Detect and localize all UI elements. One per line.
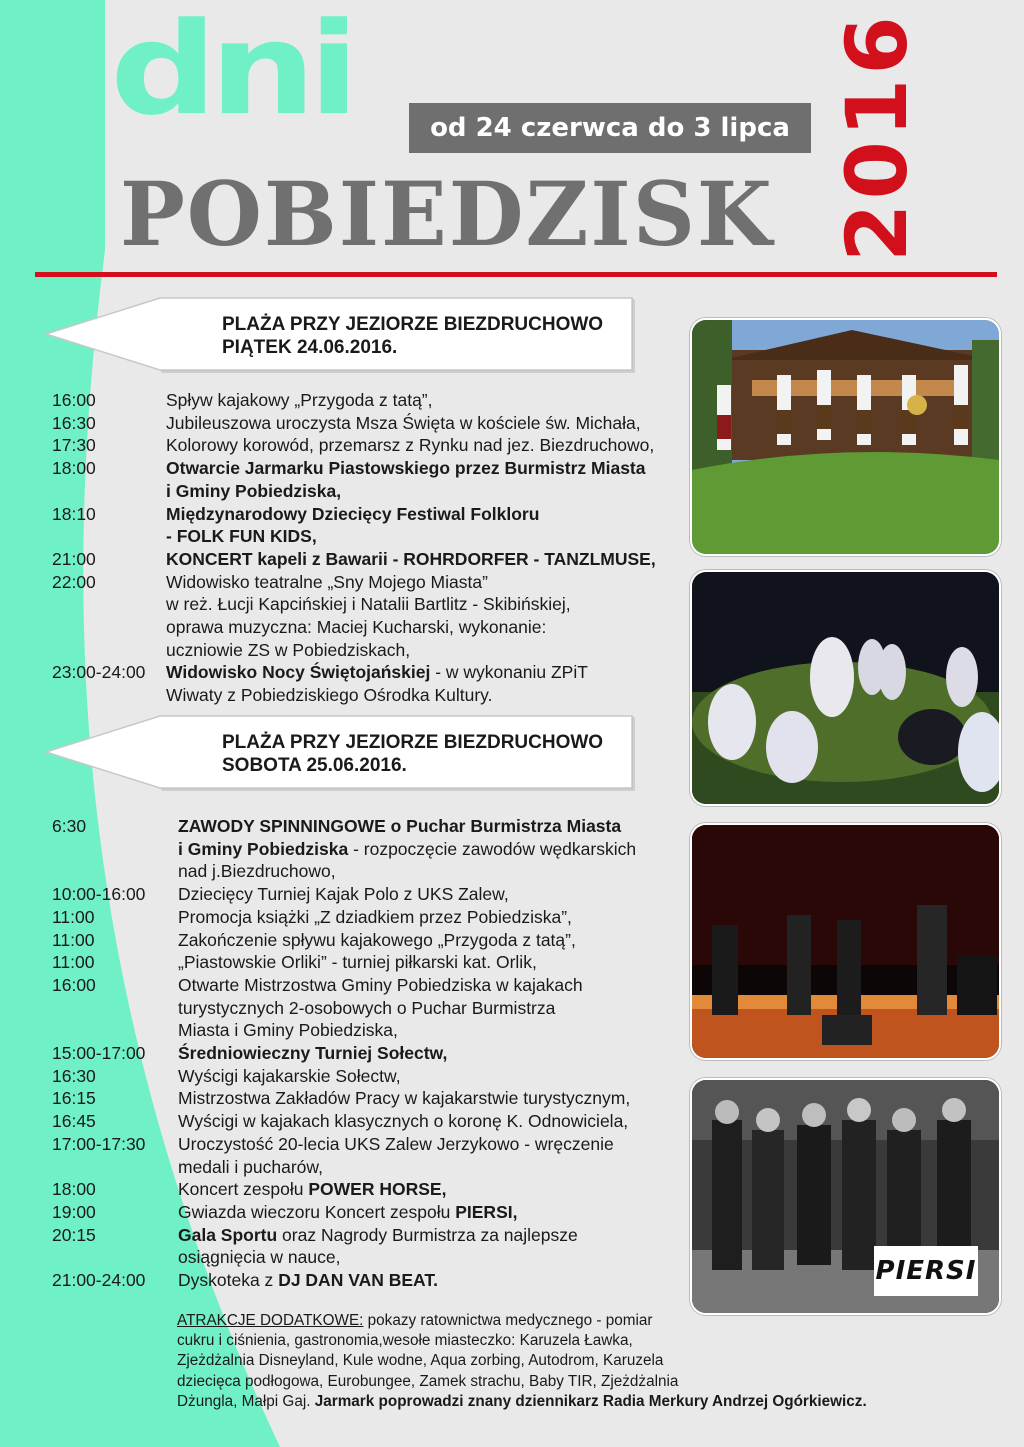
text-segment: Miasta i Gminy Pobiedziska, — [178, 1020, 398, 1041]
event-time: 16:00 — [52, 390, 96, 410]
event-description — [166, 548, 692, 571]
text-segment: oraz Nagrody Burmistrza za najlepsze — [277, 1224, 578, 1245]
event-line — [178, 951, 692, 974]
event-line — [166, 503, 692, 526]
text-segment: PIERSI, — [455, 1201, 518, 1222]
event-time: 11:00 — [52, 952, 95, 973]
event-line — [178, 860, 692, 883]
day-date: SOBOTA 25.06.2016. — [222, 755, 407, 776]
event-line — [177, 1311, 917, 1331]
text-segment: Wyścigi w kajakach klasycznych o koronę K. Odnowiciela, — [178, 1111, 629, 1132]
event-description — [178, 951, 692, 974]
event-line — [166, 616, 692, 639]
text-segment: Otwarte Mistrzostwa Gminy Pobiedziska w kajakach — [178, 974, 583, 995]
text-segment: Uroczystość 20-lecia UKS Zalew Jerzykowo - wręczenie — [178, 1133, 614, 1154]
schedule-saturday — [52, 815, 692, 1292]
text-segment: oprawa muzyczna: Maciej Kucharski, wykonanie: — [166, 617, 547, 638]
event-line — [178, 1178, 692, 1201]
event-line — [166, 480, 692, 503]
venue-label: PLAŻA PRZY JEZIORZE BIEZDRUCHOWO — [222, 732, 604, 753]
event-line — [177, 1351, 917, 1371]
event-description — [178, 883, 692, 906]
text-segment: turystycznych 2-osobowych o Puchar Burmistrza — [178, 997, 556, 1018]
title-city: POBIEDZISK — [120, 162, 774, 266]
event-description — [178, 1110, 692, 1133]
event-line — [178, 1269, 692, 1292]
event-description — [178, 1201, 692, 1224]
event-line — [178, 815, 692, 838]
text-segment: Wiwaty z Pobiedziskiego Ośrodka Kultury. — [166, 685, 493, 706]
event-time: 21:00 — [52, 548, 96, 569]
text-segment: Mistrzostwa Zakładów Pracy w kajakarstwie turystycznym, — [178, 1088, 631, 1109]
schedule-row — [52, 571, 692, 662]
text-segment: Kolorowy korowód, przemarsz z Rynku nad jez. Biezdruchowo, — [166, 435, 655, 456]
text-segment: POWER HORSE, — [308, 1179, 447, 1200]
event-line — [166, 412, 692, 435]
schedule-row — [52, 1224, 692, 1269]
schedule-row — [52, 1110, 692, 1133]
event-line — [178, 883, 692, 906]
schedule-row — [52, 1087, 692, 1110]
event-time: 16:30 — [52, 412, 96, 433]
day-banner-friday — [40, 295, 635, 373]
text-segment: Koncert zespołu — [178, 1179, 309, 1200]
text-segment: Międzynarodowy Dziecięcy Festiwal Folkloru — [166, 503, 540, 524]
schedule-row — [52, 457, 692, 502]
event-time: 17:00-17:30 — [52, 1133, 146, 1154]
text-segment: Promocja książki „Z dziadkiem przez Pobiedziska”, — [178, 906, 572, 927]
schedule-row — [52, 883, 692, 906]
schedule-row — [52, 548, 692, 571]
event-line — [178, 1042, 692, 1065]
event-line — [178, 838, 692, 861]
schedule-row — [52, 1133, 692, 1178]
event-line — [166, 457, 692, 480]
event-description — [178, 815, 692, 883]
text-segment: pokazy ratownictwa medycznego - pomiar — [363, 1312, 653, 1329]
title-dni: dni — [110, 0, 352, 144]
event-description — [178, 974, 692, 1042]
event-description — [178, 1087, 692, 1110]
event-description — [178, 1224, 692, 1269]
event-time: 20:15 — [52, 1224, 96, 1245]
schedule-row — [52, 1201, 692, 1224]
event-line — [166, 661, 692, 684]
event-line — [178, 1156, 692, 1179]
text-segment: Spływ kajakowy „Przygoda z tatą”, — [166, 390, 433, 410]
event-line — [166, 593, 692, 616]
text-segment: o Puchar Burmistrza Miasta — [385, 816, 622, 836]
text-segment: Zjeżdżalnia Disneyland, Kule wodne, Aqua zorbing, Autodrom, Karuzela — [177, 1352, 664, 1370]
text-segment: Widowisko teatralne „Sny Mojego Miasta” — [166, 571, 488, 592]
schedule-row — [52, 906, 692, 929]
schedule-row — [52, 815, 692, 883]
event-line — [178, 997, 692, 1020]
additional-attractions — [177, 1311, 917, 1412]
event-time: 19:00 — [52, 1201, 96, 1222]
schedule-row — [52, 412, 692, 435]
text-segment: Gwiazda wieczoru Koncert zespołu — [178, 1201, 456, 1222]
event-line — [178, 1019, 692, 1042]
day-banner-saturday — [40, 713, 635, 791]
event-description — [166, 661, 692, 706]
event-line — [177, 1331, 917, 1351]
text-segment: - w wykonaniu ZPiT — [430, 662, 588, 683]
event-time: 22:00 — [52, 571, 96, 592]
event-time: 15:00-17:00 — [52, 1043, 146, 1064]
schedule-row — [52, 929, 692, 952]
festival-dates: od 24 czerwca do 3 lipca — [409, 103, 811, 153]
text-segment: i Gminy Pobiedziska — [178, 838, 349, 859]
event-description — [166, 457, 692, 502]
event-line — [178, 1087, 692, 1110]
text-segment: Wyścigi kajakarskie Sołectw, — [178, 1065, 401, 1086]
event-time: 16:00 — [52, 974, 96, 995]
text-segment: Średniowieczny Turniej Sołectw, — [178, 1043, 448, 1064]
event-time: 16:15 — [52, 1088, 96, 1109]
event-line — [178, 1201, 692, 1224]
text-segment: - FOLK FUN KIDS, — [166, 526, 317, 547]
event-description — [178, 1269, 692, 1292]
text-segment: Zakończenie spływu kajakowego „Przygoda z tatą”, — [178, 929, 576, 950]
schedule-row — [52, 1178, 692, 1201]
text-segment: Dżungla, Małpi Gaj. — [177, 1392, 315, 1410]
text-segment: medali i pucharów, — [178, 1156, 323, 1177]
event-line — [178, 1133, 692, 1156]
photo-folk-dance — [690, 570, 1001, 806]
event-time: 16:30 — [52, 1065, 96, 1086]
event-line — [178, 1246, 692, 1269]
text-segment: uczniowie ZS w Pobiedziskach, — [166, 639, 411, 660]
event-line — [178, 974, 692, 997]
text-segment: cukru i ciśnienia, gastronomia,wesołe miasteczko: Karuzela Ławka, — [177, 1332, 633, 1350]
event-line — [178, 929, 692, 952]
schedule-row — [52, 1042, 692, 1065]
photo-bavarian-band — [690, 318, 1001, 556]
text-segment: osiągnięcia w nauce, — [178, 1247, 341, 1268]
event-description — [178, 906, 692, 929]
text-segment: Jubileuszowa uroczysta Msza Święta w kościele św. Michała, — [166, 412, 641, 433]
text-segment: Jarmark poprowadzi znany dziennikarz Radia Merkury Andrzej Ogórkiewicz. — [314, 1392, 867, 1410]
event-time: 11:00 — [52, 929, 95, 950]
event-line — [166, 525, 692, 548]
event-description — [166, 434, 692, 457]
event-line — [177, 1392, 917, 1412]
schedule-row — [52, 974, 692, 1042]
event-time: 11:00 — [52, 906, 95, 927]
event-line — [178, 906, 692, 929]
event-time: 10:00-16:00 — [52, 884, 146, 905]
text-segment: ZAWODY SPINNINGOWE — [178, 816, 386, 836]
event-description — [166, 412, 692, 435]
schedule-row — [52, 503, 692, 548]
event-description — [166, 571, 692, 662]
event-time: 18:10 — [52, 503, 96, 524]
event-description — [178, 1042, 692, 1065]
schedule-row — [52, 951, 692, 974]
text-segment: „Piastowskie Orliki” - turniej piłkarski kat. Orlik, — [178, 952, 537, 973]
schedule-row — [52, 1269, 692, 1292]
event-time: 18:00 — [52, 1179, 96, 1200]
event-description — [166, 503, 692, 548]
text-segment: ATRAKCJE DODATKOWE: — [177, 1312, 364, 1329]
event-time: 18:00 — [52, 458, 96, 479]
text-segment: KONCERT kapeli z Bawarii - ROHRDORFER - TANZLMUSE, — [166, 548, 656, 569]
photo-rock-concert — [690, 823, 1001, 1060]
event-line — [166, 639, 692, 662]
text-segment: Gala Sportu — [178, 1224, 278, 1245]
event-line — [166, 571, 692, 594]
event-line — [178, 1110, 692, 1133]
red-divider — [35, 272, 997, 277]
event-line — [177, 1372, 917, 1392]
event-description — [178, 929, 692, 952]
photo-band-piersi — [690, 1078, 1001, 1315]
text-segment: Dziecięcy Turniej Kajak Polo z UKS Zalew, — [178, 884, 509, 905]
band-logo: PIERSI — [874, 1246, 978, 1296]
schedule-row — [52, 434, 692, 457]
event-time: 21:00-24:00 — [52, 1270, 146, 1291]
event-line — [178, 1065, 692, 1088]
text-segment: DJ DAN VAN BEAT. — [278, 1270, 438, 1291]
schedule-row — [52, 661, 692, 706]
event-line — [166, 548, 692, 571]
event-line — [166, 434, 692, 457]
text-segment: Dyskoteka z — [178, 1270, 279, 1291]
event-description — [178, 1178, 692, 1201]
event-description — [166, 389, 692, 412]
schedule-row — [52, 1065, 692, 1088]
text-segment: - rozpoczęcie zawodów wędkarskich — [348, 838, 637, 859]
event-description — [178, 1065, 692, 1088]
day-date: PIĄTEK 24.06.2016. — [222, 337, 398, 358]
event-line — [166, 684, 692, 707]
schedule-row — [52, 389, 692, 412]
event-line — [178, 1224, 692, 1247]
event-description — [178, 1133, 692, 1178]
schedule-friday — [52, 389, 692, 707]
event-time: 23:00-24:00 — [52, 662, 146, 683]
text-segment: Otwarcie Jarmarku Piastowskiego przez Burmistrz Miasta — [166, 458, 646, 479]
event-time: 17:30 — [52, 435, 96, 456]
text-segment: nad j.Biezdruchowo, — [178, 861, 336, 882]
text-segment: Widowisko Nocy Świętojańskiej — [166, 662, 431, 683]
title-year: 2016 — [828, 12, 926, 262]
venue-label: PLAŻA PRZY JEZIORZE BIEZDRUCHOWO — [222, 314, 604, 335]
text-segment: dziecięca podłogowa, Eurobungee, Zamek strachu, Baby TIR, Zjeżdżalnia — [177, 1372, 679, 1390]
text-segment: w reż. Łucji Kapcińskiej i Natalii Bartlitz - Skibińskiej, — [166, 594, 571, 615]
event-time: 16:45 — [52, 1111, 96, 1132]
event-line — [166, 389, 692, 412]
event-time: 6:30 — [52, 816, 87, 836]
text-segment: i Gminy Pobiedziska, — [166, 480, 342, 501]
